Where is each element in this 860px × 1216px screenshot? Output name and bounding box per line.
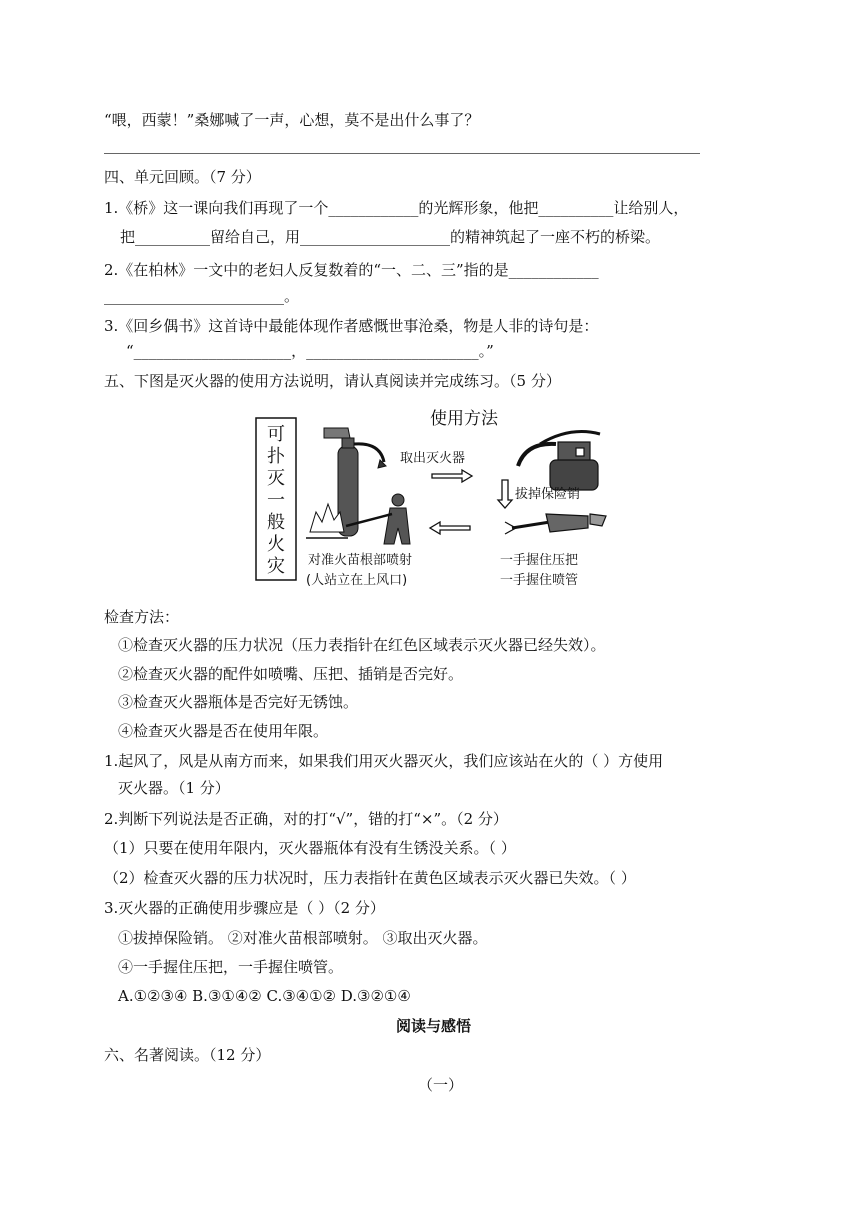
step-pull-pin-label: 拔掉保险销 [515, 487, 581, 502]
step-aim-label-2: (人站立在上风口) [306, 573, 408, 588]
section5-q3-steps-1: ①拔掉保险销。 ②对准火苗根部喷射。 ③取出灭火器。 [118, 929, 488, 947]
side-label-char: 扑 [267, 446, 285, 467]
step-take-out-label: 取出灭火器 [400, 451, 466, 466]
section5-q2-title: 2.判断下列说法是否正确，对的打“√”，错的打“×”。（2 分） [104, 810, 508, 828]
check-item: ③检查灭火器瓶体是否完好无锈蚀。 [118, 693, 359, 711]
step-hold-label-2: 一手握住喷管 [500, 573, 579, 588]
section4-title: 四、单元回顾。（7 分） [104, 168, 261, 186]
check-item: ①检查灭火器的压力状况（压力表指针在红色区域表示灭火器已经失效）。 [118, 636, 606, 654]
check-title: 检查方法： [104, 608, 180, 626]
section5-q1-line1: 1.起风了，风是从南方而来，如果我们用灭火器灭火，我们应该站在火的（ ）方使用 [104, 752, 664, 770]
section5-q1-line2: 灭火器。（1 分） [118, 779, 230, 797]
fire-extinguisher-diagram [250, 404, 620, 594]
side-label-char: 灭 [267, 468, 285, 489]
side-label-char: 一 [267, 490, 285, 511]
extinguisher-valve-icon [518, 432, 600, 490]
fire-extinguisher-figure [250, 404, 620, 594]
section5-title: 五、下图是灭火器的使用方法说明，请认真阅读并完成练习。（5 分） [104, 372, 561, 390]
section5-q3-options: A.①②③④ B.③①④② C.③④①② D.③②①④ [118, 987, 411, 1005]
section5-q3-steps-2: ④一手握住压把，一手握住喷管。 [118, 958, 344, 976]
section5-q3-title: 3.灭火器的正确使用步骤应是（ ）（2 分） [104, 899, 385, 917]
section4-q3-line1: 3.《回乡偶书》这首诗中最能体现作者感慨世事沧桑，物是人非的诗句是： [104, 317, 599, 335]
side-label-char: 灾 [267, 556, 285, 577]
hands-hose-icon [505, 514, 606, 534]
answer-line [104, 153, 700, 154]
side-label-char: 火 [267, 534, 285, 555]
side-label-char: 般 [267, 512, 285, 533]
arrow-left-icon [430, 522, 470, 534]
reading-heading: 阅读与感悟 [396, 1017, 472, 1035]
intro-line: “喂，西蒙！”桑娜喊了一声，心想，莫不是出什么事了？ [104, 111, 480, 129]
section4-q1-line2: 把__________留给自己，用____________________的精神筑起了一座不朽的桥梁。 [120, 228, 661, 246]
side-label-char: 可 [267, 424, 285, 445]
section4-q3-line2: “_____________________，_______________________。” [126, 342, 494, 360]
step-aim-label-1: 对准火苗根部喷射 [308, 553, 413, 568]
section6-title: 六、名著阅读。（12 分） [104, 1046, 271, 1064]
arrow-right-icon [432, 470, 472, 482]
arrow-down-icon [498, 480, 512, 508]
section4-q1-line1: 1.《桥》这一课向我们再现了一个____________的光辉形象，他把__________让给别人， [104, 199, 689, 217]
section5-q2-item: （1）只要在使用年限内，灭火器瓶体有没有生锈没关系。（ ） [104, 839, 516, 857]
section4-q2-line2: ________________________。 [104, 287, 300, 305]
section5-q2-item: （2）检查灭火器的压力状况时，压力表指针在黄色区域表示灭火器已失效。（ ） [104, 869, 636, 887]
check-item: ②检查灭火器的配件如喷嘴、压把、插销是否完好。 [118, 665, 464, 683]
check-item: ④检查灭火器是否在使用年限。 [118, 722, 329, 740]
usage-heading: 使用方法 [430, 409, 498, 429]
section6-sub-heading: （一） [418, 1076, 464, 1094]
section4-q2-line1: 2.《在柏林》一文中的老妇人反复数着的“一、二、三”指的是____________ [104, 261, 599, 279]
step-hold-label-1: 一手握住压把 [500, 553, 579, 568]
